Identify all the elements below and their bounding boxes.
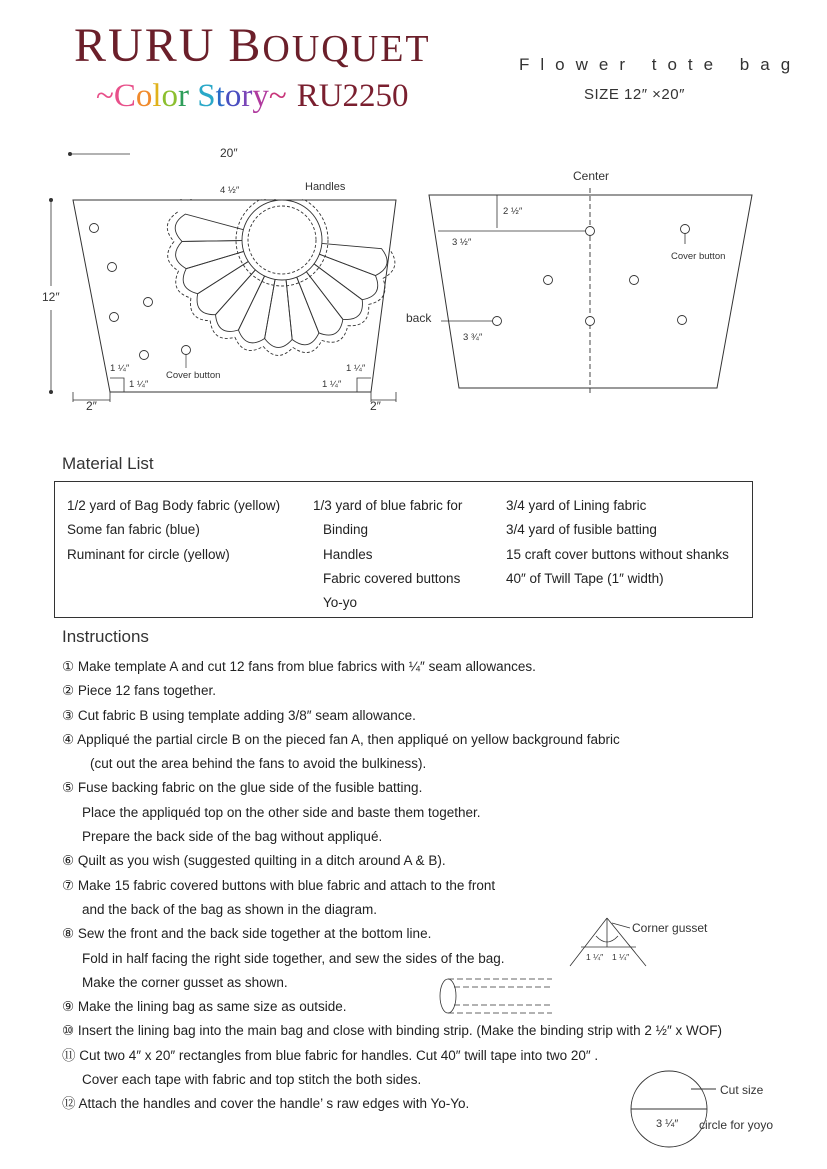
instruction-line: Prepare the back side of the bag without appliqué.	[82, 829, 383, 845]
instructions-list	[62, 655, 782, 1117]
subtitle-letter: S	[197, 78, 216, 114]
instruction-line: ② Piece 12 fans together.	[62, 683, 216, 699]
back-cover-button-label: Cover button	[671, 251, 726, 262]
material-column-1	[67, 494, 280, 567]
instructions-heading: Instructions	[62, 627, 149, 646]
subtitle-letter: r	[178, 78, 190, 114]
instruction-line: (cut out the area behind the fans to avoid the bulkiness).	[90, 756, 427, 772]
yoyo-caption: circle for yoyo	[699, 1118, 774, 1132]
instruction-line: ⑤ Fuse backing fabric on the glue side of the fusible batting.	[62, 780, 423, 796]
front-width-label: 20″	[220, 146, 238, 160]
measure-2-half-label: 2 ½″	[503, 206, 523, 217]
gusset-right-horizontal-label: 1 ¼″	[322, 379, 342, 390]
material-column-3	[506, 494, 729, 591]
material-item: 15 craft cover buttons without shanks	[506, 546, 729, 562]
instruction-line: ① Make template A and cut 12 fans from blue fabrics with ¼″ seam allowances.	[62, 659, 536, 674]
material-item: Handles	[323, 546, 373, 562]
handles-label: Handles	[305, 181, 346, 193]
subtitle-letter: t	[215, 78, 225, 114]
front-height-label: 12″	[42, 290, 60, 304]
material-item: Ruminant for circle (yellow)	[67, 546, 230, 562]
back-label: back	[406, 311, 432, 325]
instruction-line: ⑥ Quilt as you wish (suggested quilting in a ditch around A & B).	[62, 853, 446, 869]
measure-3-half-label: 3 ½″	[452, 237, 472, 248]
yoyo-dimension-label: 3 ¼″	[656, 1118, 679, 1130]
product-size: SIZE 12″ ×20″	[584, 86, 685, 103]
instruction-line: Make the corner gusset as shown.	[82, 974, 288, 990]
corner-gusset-right-dim: 1 ¼″	[612, 952, 630, 962]
bottom-left-label: 2″	[86, 399, 97, 413]
material-item: 3/4 yard of fusible batting	[506, 522, 657, 538]
subtitle-letter: o	[224, 78, 242, 114]
instruction-line: ③ Cut fabric B using template adding 3/8″ seam allowance.	[62, 707, 416, 723]
subtitle-letter: ~	[96, 78, 114, 114]
gusset-left-vertical-label: 1 ¼″	[110, 363, 130, 374]
material-item: 1/3 yard of blue fabric for	[313, 498, 463, 513]
center-label: Center	[573, 169, 610, 183]
subtitle-letter: o	[135, 78, 153, 114]
subtitle-letter: C	[113, 78, 136, 114]
instruction-line: ⑫ Attach the handles and cover the handle’ s raw edges with Yo-Yo.	[62, 1096, 470, 1112]
material-list-box	[54, 481, 753, 618]
measure-3-three-quarter-label: 3 ¾″	[463, 332, 483, 343]
material-list-heading: Material List	[62, 454, 154, 473]
handle-gap-label: 4 ½″	[220, 185, 240, 196]
bottom-right-label: 2″	[370, 399, 381, 413]
instruction-line: Cover each tape with fabric and top stitch the both sides.	[82, 1072, 422, 1088]
instruction-line: Place the appliquéd top on the other side and baste them together.	[82, 804, 481, 820]
material-item: Fabric covered buttons	[323, 570, 461, 586]
material-item: Yo-yo	[323, 595, 358, 611]
back-bag-outline	[429, 195, 752, 388]
gusset-left-horizontal-label: 1 ¼″	[129, 379, 149, 390]
gusset-right-vertical-label: 1 ¼″	[346, 363, 366, 374]
material-item: Some fan fabric (blue)	[67, 522, 200, 538]
instruction-line: Fold in half facing the right side together, and sew the sides of the bag.	[82, 950, 505, 966]
front-cover-button-label: Cover button	[166, 370, 221, 381]
yoyo-cut-size-label: Cut size	[720, 1083, 764, 1097]
subtitle-letter: ~	[268, 78, 287, 114]
subtitle-letter: o	[161, 78, 179, 114]
instruction-line: and the back of the bag as shown in the diagram.	[82, 901, 377, 917]
product-code: RU2250	[296, 78, 409, 114]
material-item: 3/4 yard of Lining fabric	[506, 498, 647, 513]
material-item: Binding	[323, 522, 369, 538]
corner-gusset-left-dim: 1 ¼″	[586, 952, 604, 962]
instruction-line: ⑩ Insert the lining bag into the main bag and close with binding strip. (Make the binding strip with 2 ½″ x WOF)	[62, 1023, 722, 1039]
material-item: 1/2 yard of Bag Body fabric (yellow)	[67, 498, 281, 513]
back-cover-buttons	[493, 225, 690, 326]
instruction-line: ⑦ Make 15 fabric covered buttons with blue fabric and attach to the front	[62, 877, 496, 893]
corner-gusset-label: Corner gusset	[632, 921, 708, 935]
product-name: Flower tote bag	[519, 55, 802, 74]
brand-title: RURU BOUQUET	[74, 19, 431, 72]
subtitle-letter: l	[152, 78, 162, 114]
instruction-line: ⑨ Make the lining bag as same size as outside.	[62, 999, 347, 1015]
instruction-line: ④ Appliqué the partial circle B on the pieced fan A, then appliqué on yellow background fabric	[62, 731, 620, 747]
front-cover-buttons	[90, 224, 191, 360]
fan-applique	[130, 150, 410, 355]
instruction-line: ⑪ Cut two 4″ x 20″ rectangles from blue fabric for handles. Cut 40″ twill tape into two 20″ .	[62, 1047, 599, 1063]
subtitle-letter: y	[252, 78, 269, 114]
material-item: 40″ of Twill Tape (1″ width)	[506, 570, 664, 586]
material-column-2	[313, 494, 462, 615]
instruction-line: ⑧ Sew the front and the back side together at the bottom line.	[62, 926, 432, 942]
subtitle-letter: r	[241, 78, 253, 114]
